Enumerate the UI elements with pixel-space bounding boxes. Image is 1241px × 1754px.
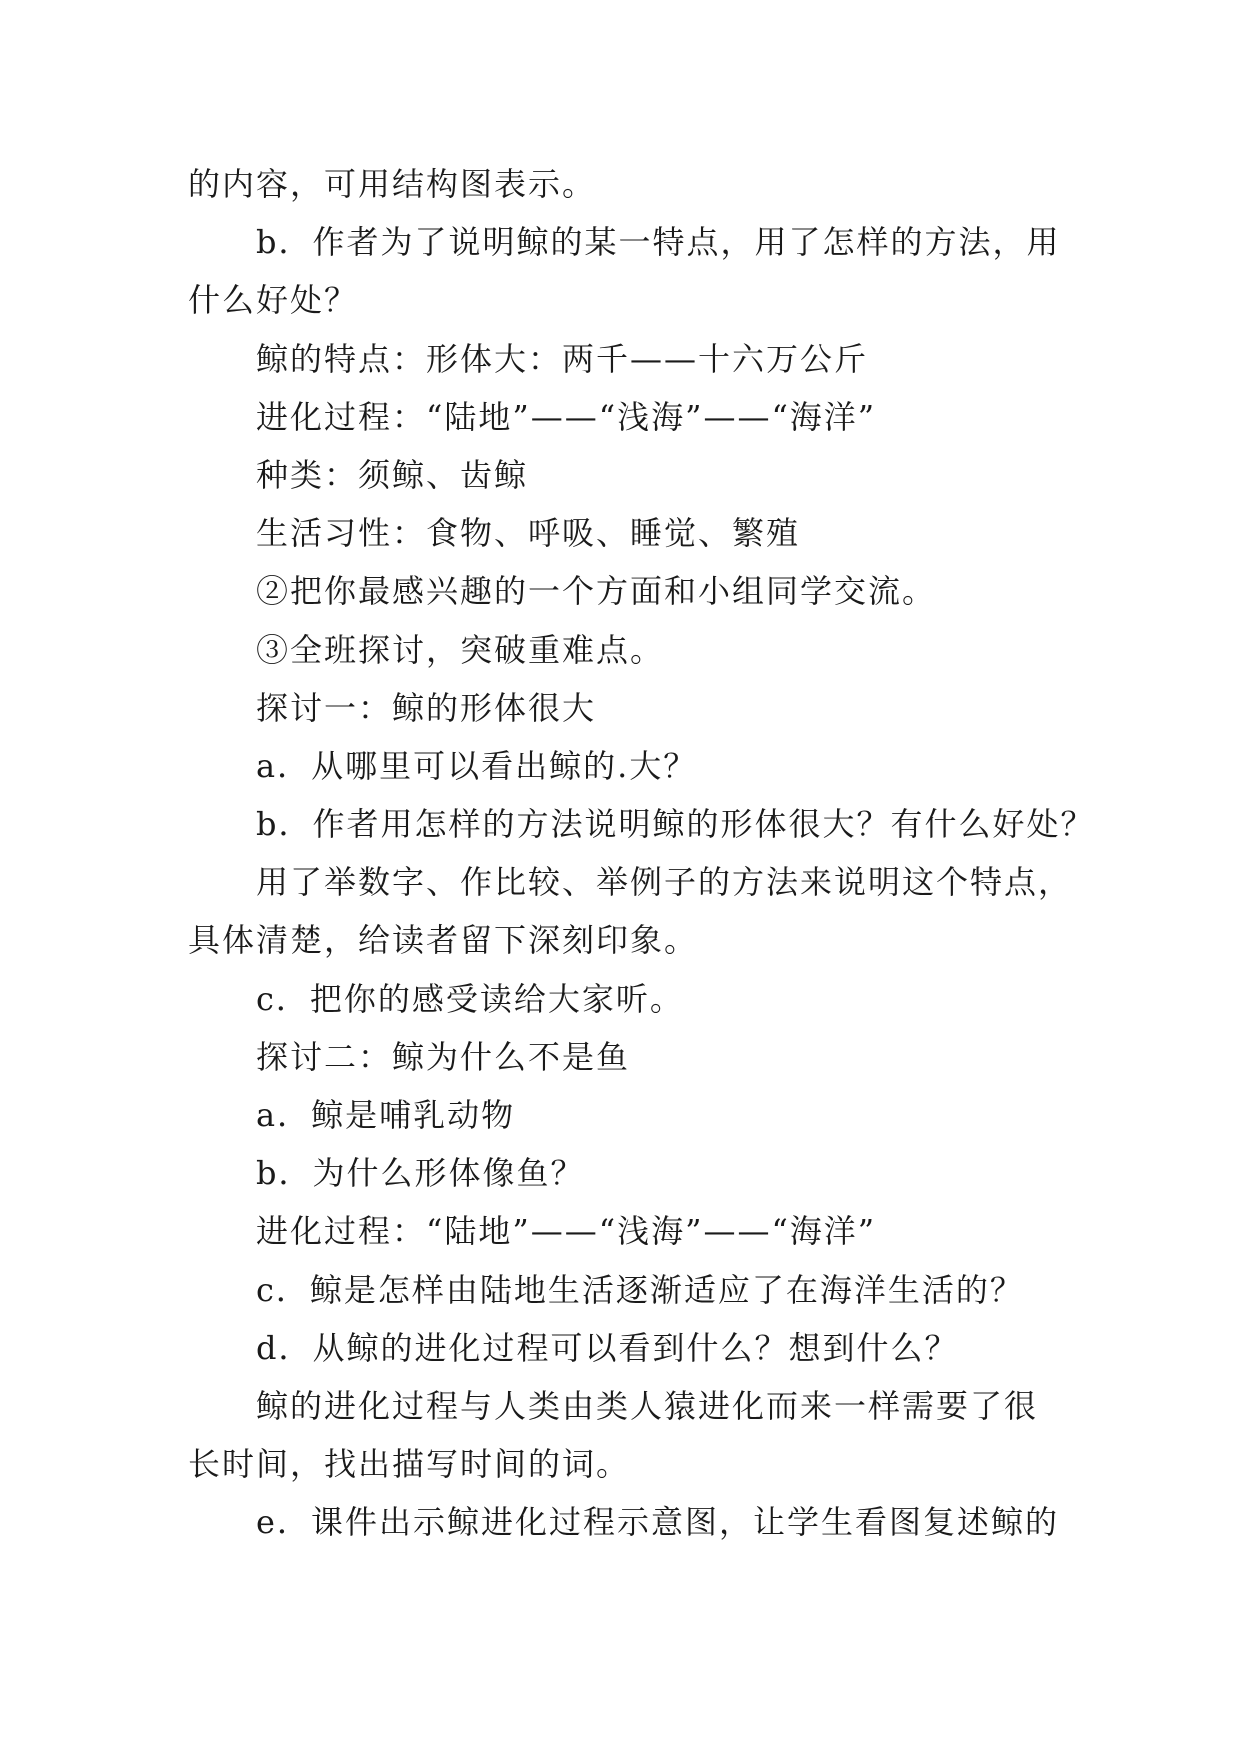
text-line: 鲸的特点：形体大：两千——十六万公斤: [256, 339, 869, 378]
text-line: 的内容，可用结构图表示。: [188, 165, 597, 203]
text-line: ②把你最感兴趣的一个方面和小组同学交流。: [256, 572, 937, 611]
text-line: c．把你的感受读给大家听。: [256, 979, 684, 1018]
document-body: [188, 155, 1095, 1552]
text-line: 进化过程：“陆地”——“浅海”——“海洋”: [256, 397, 877, 436]
text-line: b．为什么形体像鱼？: [256, 1154, 585, 1193]
text-line: b．作者为了说明鲸的某一特点，用了怎样的方法，用: [256, 223, 1061, 262]
text-line: 鲸的进化过程与人类由类人猿进化而来一样需要了很: [256, 1386, 1039, 1425]
text-line: 用了举数字、作比较、举例子的方法来说明这个特点，: [256, 863, 1073, 902]
text-line: b．作者用怎样的方法说明鲸的形体很大？有什么好处？: [256, 805, 1095, 844]
text-line: c．鲸是怎样由陆地生活逐渐适应了在海洋生活的？: [256, 1270, 1024, 1309]
text-line: ③全班探讨，突破重难点。: [256, 630, 665, 669]
text-line: 种类：须鲸、齿鲸: [256, 455, 529, 494]
text-line: 进化过程：“陆地”——“浅海”——“海洋”: [256, 1212, 877, 1251]
text-line: 生活习性：食物、呼吸、睡觉、繁殖: [256, 514, 801, 553]
text-line: 探讨二：鲸为什么不是鱼: [256, 1037, 631, 1076]
text-line: d．从鲸的进化过程可以看到什么？想到什么？: [256, 1328, 959, 1367]
text-line: a．从哪里可以看出鲸的.大？: [256, 746, 698, 785]
text-line: 什么好处？: [188, 281, 359, 320]
text-line: 探讨一：鲸的形体很大: [256, 688, 597, 727]
text-line: e．课件出示鲸进化过程示意图，让学生看图复述鲸的: [256, 1503, 1059, 1542]
text-line: a．鲸是哺乳动物: [256, 1096, 516, 1134]
text-line: 具体清楚，给读者留下深刻印象。: [188, 921, 699, 960]
text-line: 长时间，找出描写时间的词。: [188, 1445, 631, 1484]
